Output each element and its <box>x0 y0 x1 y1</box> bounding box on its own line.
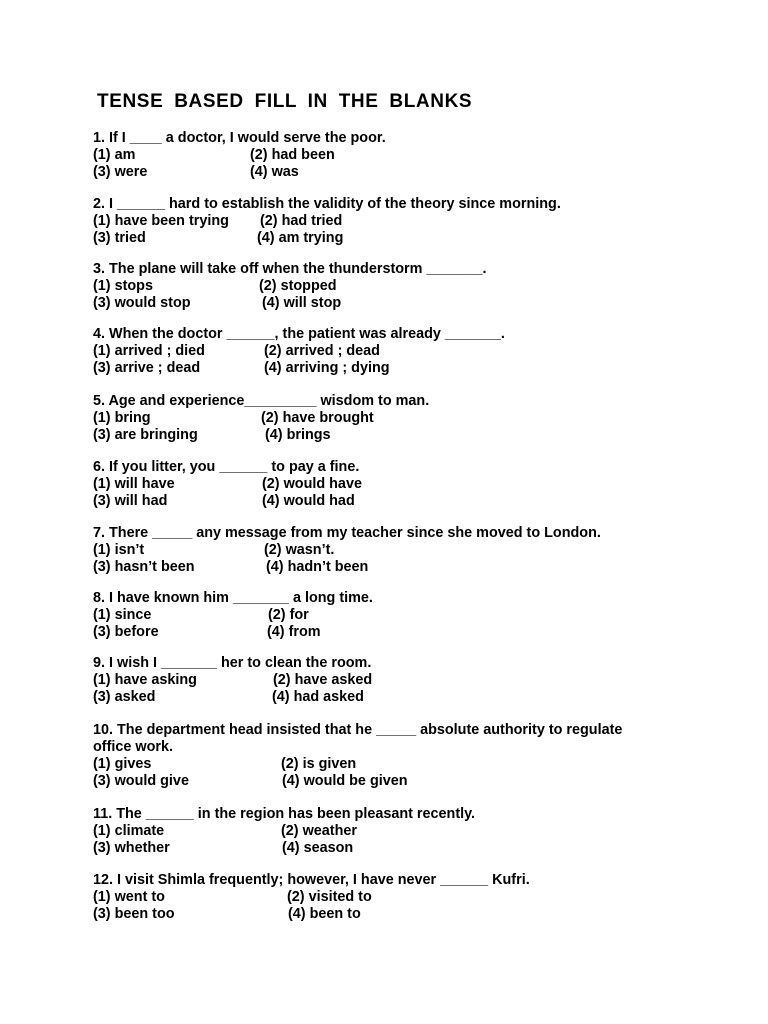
option-row <box>93 295 693 312</box>
option-row <box>93 230 693 247</box>
option-4: (4) hadn’t been <box>266 559 369 575</box>
question-item <box>93 459 693 510</box>
option-row <box>93 410 693 427</box>
option-row <box>93 756 663 773</box>
option-row <box>93 278 693 295</box>
option-1: (1) isn’t <box>93 542 145 558</box>
question-item <box>93 393 693 444</box>
option-4: (4) was <box>250 164 299 180</box>
question-text: 1. If I ____ a doctor, I would serve the poor. <box>93 130 386 146</box>
question-item <box>93 130 693 181</box>
page-title: TENSE BASED FILL IN THE BLANKS <box>97 91 473 112</box>
option-3: (3) before <box>93 624 159 640</box>
option-1: (1) will have <box>93 476 175 492</box>
option-2: (2) have asked <box>273 672 373 688</box>
option-row <box>93 147 693 164</box>
question-text: 10. The department head insisted that he _____ absolute authority to regulate office work. <box>93 722 627 755</box>
option-2: (2) wasn’t. <box>264 542 335 558</box>
option-4: (4) had asked <box>272 689 364 705</box>
option-row <box>93 624 693 641</box>
option-3: (3) whether <box>93 840 170 856</box>
option-1: (1) gives <box>93 756 152 772</box>
option-row <box>93 906 693 923</box>
option-3: (3) are bringing <box>93 427 198 443</box>
option-3: (3) were <box>93 164 148 180</box>
option-4: (4) arriving ; dying <box>264 360 390 376</box>
option-1: (1) climate <box>93 823 165 839</box>
option-row <box>93 542 693 559</box>
option-3: (3) tried <box>93 230 146 246</box>
option-row <box>93 840 693 857</box>
question-text: 3. The plane will take off when the thunderstorm _______. <box>93 261 487 277</box>
option-row <box>93 823 693 840</box>
question-text: 4. When the doctor ______, the patient was already _______. <box>93 326 505 342</box>
question-item <box>93 872 693 923</box>
option-3: (3) would stop <box>93 295 191 311</box>
option-3: (3) hasn’t been <box>93 559 195 575</box>
option-row <box>93 889 693 906</box>
option-row <box>93 164 693 181</box>
option-row <box>93 427 693 444</box>
question-text: 5. Age and experience_________ wisdom to man. <box>93 393 430 409</box>
option-4: (4) would be given <box>282 773 408 789</box>
option-row <box>93 213 693 230</box>
option-1: (1) am <box>93 147 136 163</box>
question-item <box>93 196 693 247</box>
option-1: (1) arrived ; died <box>93 343 205 359</box>
question-item <box>93 590 693 641</box>
option-row <box>93 493 693 510</box>
question-text: 2. I ______ hard to establish the validity of the theory since morning. <box>93 196 561 212</box>
option-row <box>93 672 693 689</box>
option-4: (4) would had <box>262 493 355 509</box>
option-row <box>93 559 693 576</box>
option-row <box>93 773 663 790</box>
option-3: (3) would give <box>93 773 189 789</box>
question-item <box>93 806 693 857</box>
option-4: (4) am trying <box>257 230 344 246</box>
option-row <box>93 343 693 360</box>
option-2: (2) have brought <box>261 410 374 426</box>
question-text: 8. I have known him _______ a long time. <box>93 590 373 606</box>
option-2: (2) would have <box>262 476 362 492</box>
option-1: (1) went to <box>93 889 165 905</box>
option-2: (2) is given <box>281 756 357 772</box>
option-row <box>93 476 693 493</box>
question-item <box>93 722 663 790</box>
option-row <box>93 360 693 377</box>
option-1: (1) have asking <box>93 672 197 688</box>
option-row <box>93 689 693 706</box>
question-text: 9. I wish I _______ her to clean the room. <box>93 655 372 671</box>
option-2: (2) weather <box>281 823 357 839</box>
option-2: (2) stopped <box>259 278 337 294</box>
question-text: 11. The ______ in the region has been pleasant recently. <box>93 806 476 822</box>
question-item <box>93 261 693 312</box>
option-4: (4) season <box>282 840 354 856</box>
question-item <box>93 326 693 377</box>
option-4: (4) will stop <box>262 295 342 311</box>
option-4: (4) from <box>267 624 321 640</box>
question-text: 6. If you litter, you ______ to pay a fine. <box>93 459 360 475</box>
option-2: (2) for <box>268 607 309 623</box>
option-1: (1) since <box>93 607 152 623</box>
question-item <box>93 525 693 576</box>
question-text: 7. There _____ any message from my teacher since she moved to London. <box>93 525 601 541</box>
option-4: (4) been to <box>288 906 361 922</box>
option-2: (2) arrived ; dead <box>264 343 380 359</box>
option-3: (3) will had <box>93 493 168 509</box>
option-1: (1) bring <box>93 410 151 426</box>
option-1: (1) have been trying <box>93 213 229 229</box>
option-3: (3) asked <box>93 689 156 705</box>
option-2: (2) had tried <box>260 213 343 229</box>
option-1: (1) stops <box>93 278 153 294</box>
question-item <box>93 655 693 706</box>
option-row <box>93 607 693 624</box>
option-2: (2) visited to <box>287 889 372 905</box>
option-2: (2) had been <box>250 147 335 163</box>
option-3: (3) arrive ; dead <box>93 360 201 376</box>
option-3: (3) been too <box>93 906 175 922</box>
option-4: (4) brings <box>265 427 331 443</box>
question-text: 12. I visit Shimla frequently; however, I have never ______ Kufri. <box>93 872 530 888</box>
